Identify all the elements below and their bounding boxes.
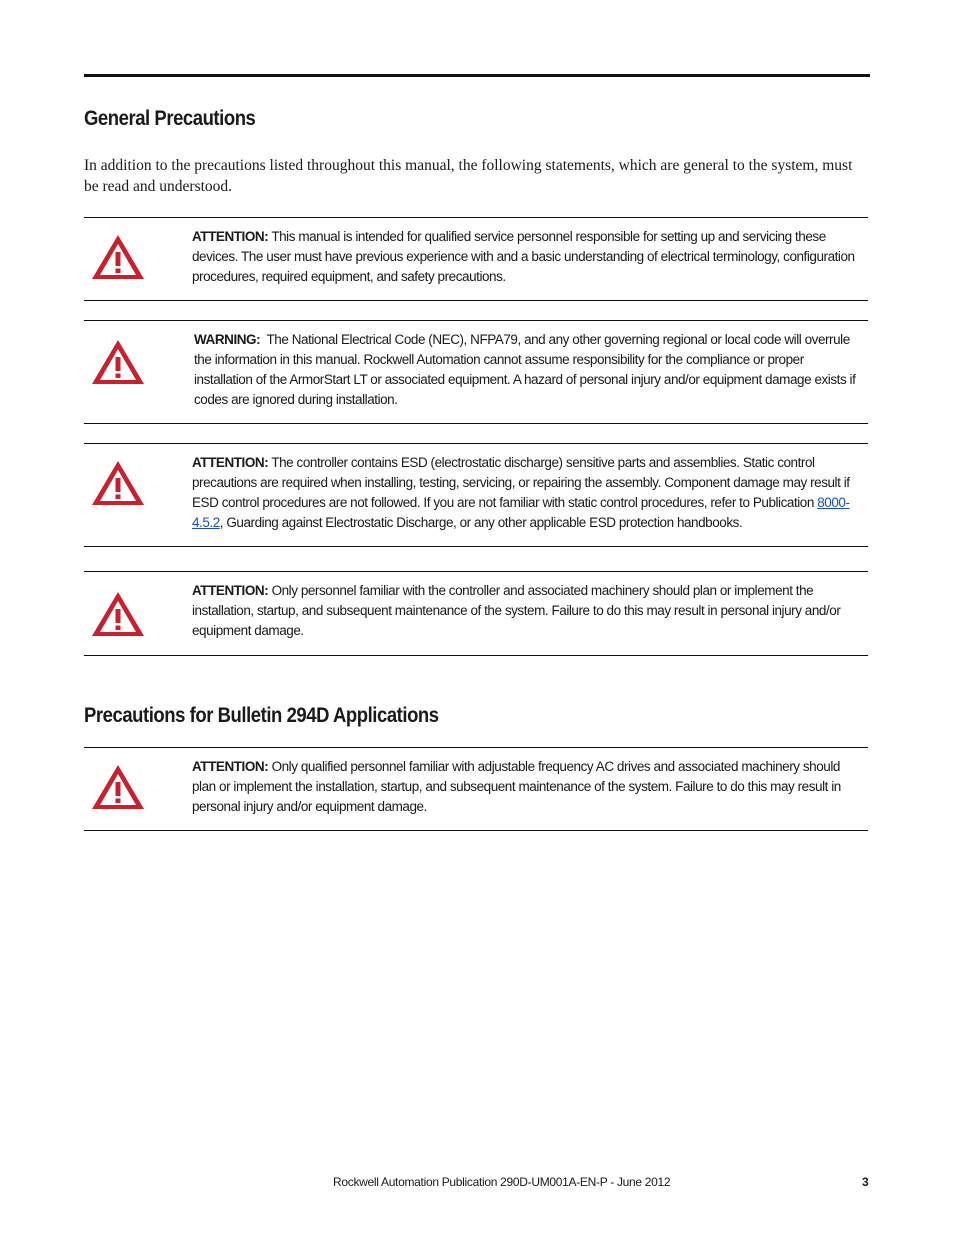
notice-attention-installation — [84, 571, 868, 656]
notice-body: Only personnel familiar with the controller and associated machinery should plan or implement the installation, startup, and subsequent maintenance of the system. Failure to do this may result in personal injury and/or equipment damage. — [192, 583, 841, 638]
warning-triangle-icon — [90, 337, 146, 387]
general-intro-paragraph: In addition to the precautions listed throughout this manual, the following statements, which are general to the system, must be read and understood. — [84, 157, 853, 195]
notice-body: The National Electrical Code (NEC), NFPA79, and any other governing regional or local code will overrule the information in this manual. Rockwell Automation cannot assume responsibility for the compliance or proper installation of the ArmorStart LT or associated equipment. A hazard of personal injury and/or equipment damage exists if codes are ignored during installation. — [194, 332, 856, 407]
section-title-bulletin-294d: Precautions for Bulletin 294D Applications — [84, 704, 439, 727]
notice-text — [192, 581, 857, 641]
notice-label: ATTENTION: — [192, 455, 269, 470]
notice-text — [192, 453, 857, 533]
notice-body-continued: , Guarding against Electrostatic Discharge, or any other applicable ESD protection handbooks. — [219, 515, 743, 530]
notice-text — [194, 330, 859, 410]
notice-label: ATTENTION: — [192, 583, 269, 598]
notice-label: ATTENTION: — [192, 759, 269, 774]
notice-attention-qualified-personnel — [84, 217, 868, 301]
notice-body: Only qualified personnel familiar with adjustable frequency AC drives and associated machinery should plan or implement the installation, startup, and subsequent maintenance of the system. Failure to do this may result in personal injury and/or equipment damage. — [192, 759, 841, 814]
top-rule — [84, 74, 870, 77]
notice-label: WARNING: — [194, 332, 261, 347]
notice-attention-ac-drives — [84, 747, 868, 831]
footer-publication: Rockwell Automation Publication 290D-UM001A-EN-P - June 2012 — [333, 1175, 671, 1189]
notice-attention-esd — [84, 443, 868, 547]
warning-triangle-icon — [90, 589, 146, 639]
notice-warning-codes — [84, 320, 868, 424]
notice-body: This manual is intended for qualified service personnel responsible for setting up and servicing these devices. The user must have previous experience with and a basic understanding of electrical terminology, configuration procedures, required equipment, and safety precautions. — [192, 229, 855, 284]
warning-triangle-icon — [90, 762, 146, 812]
page-footer — [0, 1175, 954, 1191]
section-title-general-precautions: General Precautions — [84, 107, 256, 130]
warning-triangle-icon — [90, 458, 146, 508]
page-number: 3 — [862, 1175, 869, 1189]
notice-body: The controller contains ESD (electrostatic discharge) sensitive parts and assemblies. Static control precautions are required when installing, testing, servicing, or repairing the assembly. Component damage may result if ESD control procedures are not followed. If you are not familiar with static control procedures, refer to Publication — [192, 455, 850, 510]
notice-text — [192, 227, 857, 287]
notice-label: ATTENTION: — [192, 229, 269, 244]
publication-link[interactable]: 8000-4.5.2 — [192, 495, 850, 530]
warning-triangle-icon — [90, 232, 146, 282]
notice-text — [192, 757, 857, 817]
